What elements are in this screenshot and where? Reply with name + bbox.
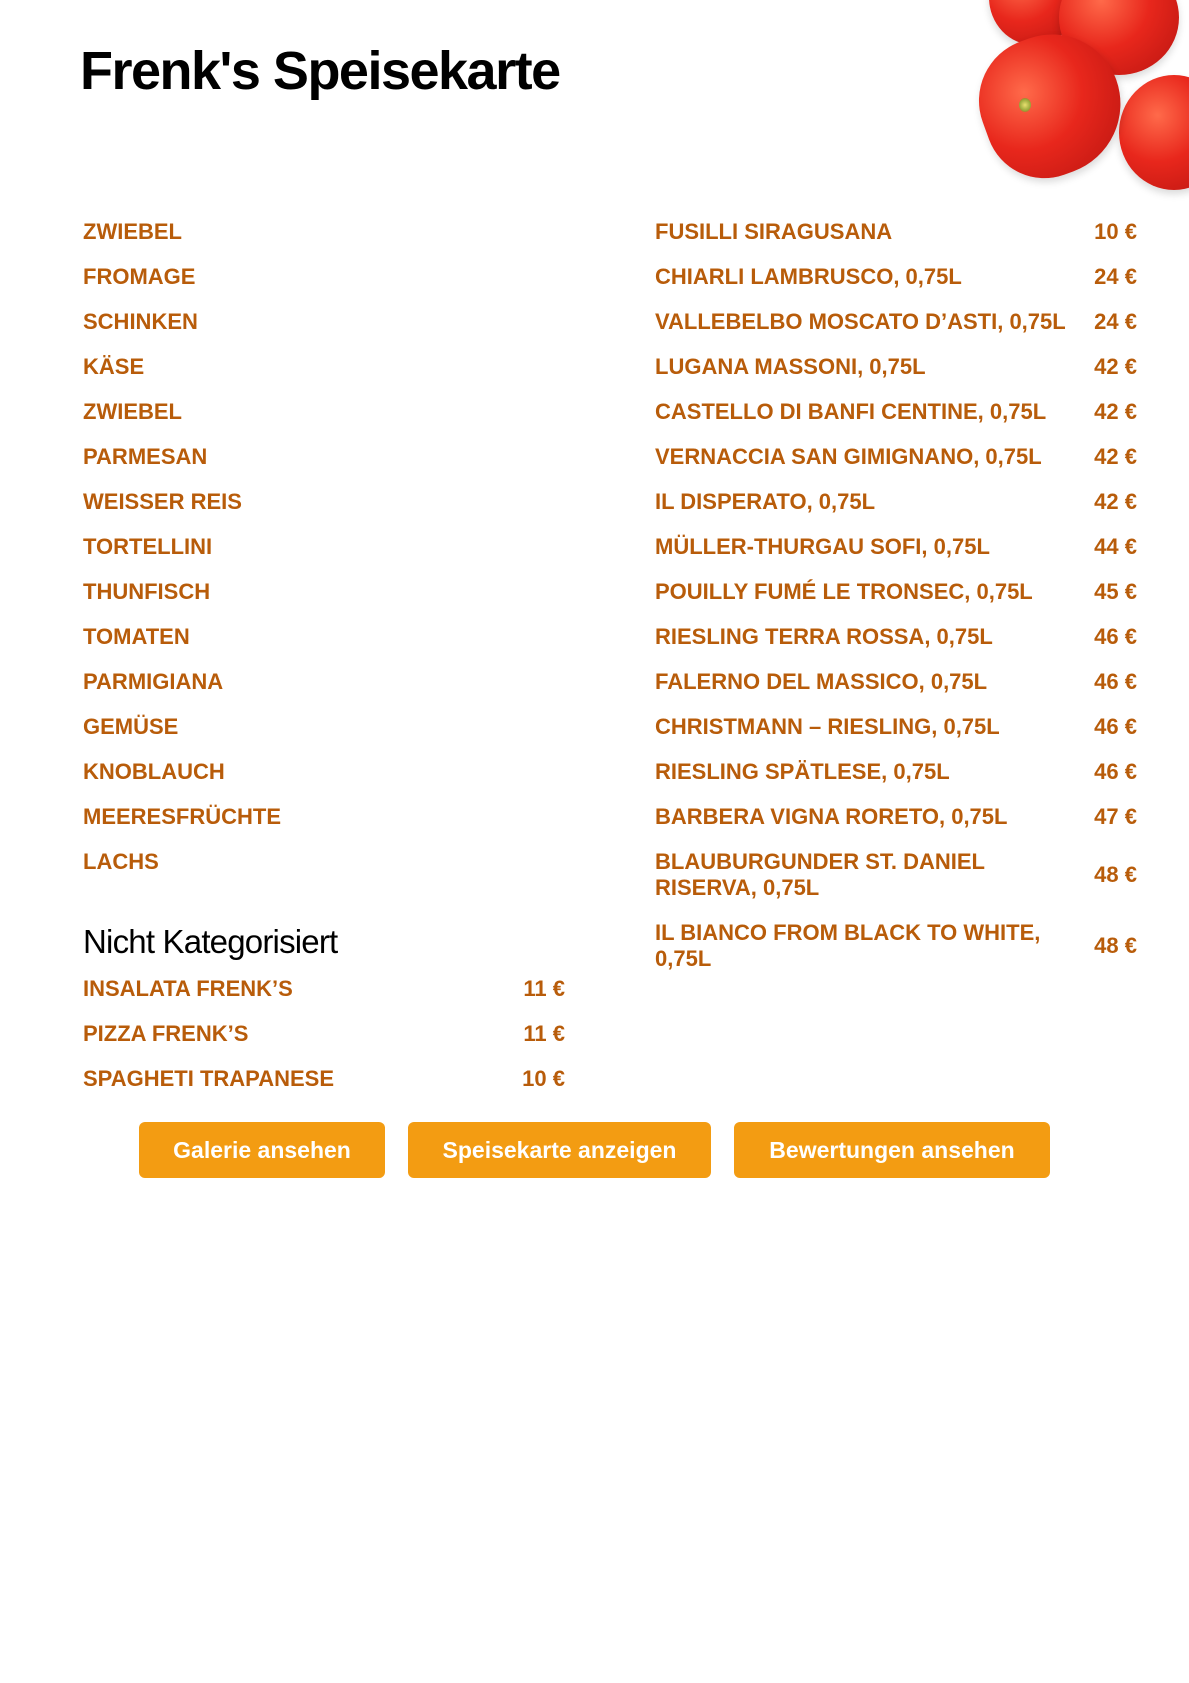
menu-left-column (83, 210, 565, 1102)
menu-item (655, 570, 1137, 615)
menu-item-price: 24 € (1094, 264, 1137, 289)
menu-item (655, 615, 1137, 660)
menu-item-price: 11 € (523, 976, 565, 1001)
menu-item-name: FROMAGE (83, 264, 196, 289)
menu-item (655, 345, 1137, 390)
menu-item-name: VERNACCIA SAN GIMIGNANO, 0,75L (655, 444, 1042, 469)
menu-item (83, 750, 565, 795)
menu-item-name: POUILLY FUMÉ LE TRONSEC, 0,75L (655, 579, 1033, 604)
menu-item (655, 911, 1137, 982)
menu-item-name: LUGANA MASSONI, 0,75L (655, 354, 926, 379)
menu-item (655, 480, 1137, 525)
menu-item (655, 840, 1137, 911)
menu-item-price: 48 € (1094, 933, 1137, 958)
menu-item-name: MEERESFRÜCHTE (83, 804, 282, 829)
menu-item-name: KNOBLAUCH (83, 759, 225, 784)
menu-item (83, 660, 565, 705)
tomatoes-image (979, 0, 1189, 190)
menu-item (83, 210, 565, 255)
menu-item (83, 967, 565, 1012)
menu-item-name: CHRISTMANN – RIESLING, 0,75L (655, 714, 1000, 739)
menu-item-name: PARMIGIANA (83, 669, 224, 694)
menu-item (83, 345, 565, 390)
menu-item (83, 525, 565, 570)
menu-item-name: INSALATA FRENK’S (83, 976, 293, 1001)
menu-item-name: ZWIEBEL (83, 219, 182, 244)
menu-item-name: WEISSER REIS (83, 489, 242, 514)
menu-item-name: LACHS (83, 849, 159, 874)
menu-item (655, 435, 1137, 480)
menu-item (655, 525, 1137, 570)
menu-item-price: 42 € (1094, 489, 1137, 514)
menu-item-name: PIZZA FRENK’S (83, 1021, 249, 1046)
menu-item-name: ZWIEBEL (83, 399, 182, 424)
menu-item-name: IL BIANCO FROM BLACK TO WHITE, 0,75L (655, 920, 1041, 971)
menu-item-name: FUSILLI SIRAGUSANA (655, 219, 893, 244)
menu-item (83, 795, 565, 840)
menu-item (83, 570, 565, 615)
menu-item (83, 1057, 565, 1102)
menu-button[interactable]: Speisekarte anzeigen (408, 1122, 711, 1178)
menu-item-price: 10 € (522, 1066, 565, 1091)
menu-item (83, 840, 565, 885)
menu-item (655, 705, 1137, 750)
menu-item-price: 11 € (523, 1021, 565, 1046)
menu-item-price: 46 € (1094, 669, 1137, 694)
menu-item-name: RIESLING TERRA ROSSA, 0,75L (655, 624, 993, 649)
menu-item (83, 435, 565, 480)
menu-item-name: SPAGHETI TRAPANESE (83, 1066, 334, 1091)
menu-item-price: 47 € (1094, 804, 1137, 829)
menu-item-name: TORTELLINI (83, 534, 213, 559)
page-title: Frenk's Speisekarte (80, 41, 560, 101)
menu-item-price: 24 € (1094, 309, 1137, 334)
menu-item-name: TOMATEN (83, 624, 190, 649)
menu-item (655, 795, 1137, 840)
menu-item-name: SCHINKEN (83, 309, 198, 334)
menu-item-name: PARMESAN (83, 444, 208, 469)
menu-item-name: THUNFISCH (83, 579, 211, 604)
menu-item-name: CASTELLO DI BANFI CENTINE, 0,75L (655, 399, 1047, 424)
menu-item-price: 10 € (1094, 219, 1137, 244)
reviews-button[interactable]: Bewertungen ansehen (734, 1122, 1050, 1178)
menu-item-name: MÜLLER-THURGAU SOFI, 0,75L (655, 534, 990, 559)
menu-item (655, 390, 1137, 435)
menu-item-name: RIESLING SPÄTLESE, 0,75L (655, 759, 950, 784)
menu-item-price: 42 € (1094, 399, 1137, 424)
menu-item-price: 45 € (1094, 579, 1137, 604)
menu-item-price: 46 € (1094, 759, 1137, 784)
menu-item (83, 1012, 565, 1057)
menu-item-name: CHIARLI LAMBRUSCO, 0,75L (655, 264, 962, 289)
menu-item-price: 44 € (1094, 534, 1137, 559)
menu-item-name: BLAUBURGUNDER ST. DANIEL RISERVA, 0,75L (655, 849, 985, 900)
menu-item (655, 210, 1137, 255)
menu-item (655, 255, 1137, 300)
menu-item (83, 480, 565, 525)
menu-item (655, 660, 1137, 705)
section-heading-uncategorized: Nicht Kategorisiert (83, 923, 338, 960)
menu-item (83, 300, 565, 345)
menu-item-price: 46 € (1094, 714, 1137, 739)
menu-item-name: KÄSE (83, 354, 145, 379)
menu-right-column (655, 210, 1137, 982)
menu-item-price: 42 € (1094, 444, 1137, 469)
gallery-button[interactable]: Galerie ansehen (139, 1122, 385, 1178)
menu-item-price: 46 € (1094, 624, 1137, 649)
menu-item-name: BARBERA VIGNA RORETO, 0,75L (655, 804, 1008, 829)
menu-item-name: VALLEBELBO MOSCATO D’ASTI, 0,75L (655, 309, 1066, 334)
menu-item (83, 705, 565, 750)
menu-item-name: IL DISPERATO, 0,75L (655, 489, 876, 514)
menu-item-price: 48 € (1094, 862, 1137, 887)
menu-item (655, 750, 1137, 795)
menu-item (83, 255, 565, 300)
menu-item (655, 300, 1137, 345)
menu-item-name: FALERNO DEL MASSICO, 0,75L (655, 669, 988, 694)
menu-item (83, 615, 565, 660)
menu-item-price: 42 € (1094, 354, 1137, 379)
menu-item (83, 390, 565, 435)
menu-item-name: GEMÜSE (83, 714, 179, 739)
